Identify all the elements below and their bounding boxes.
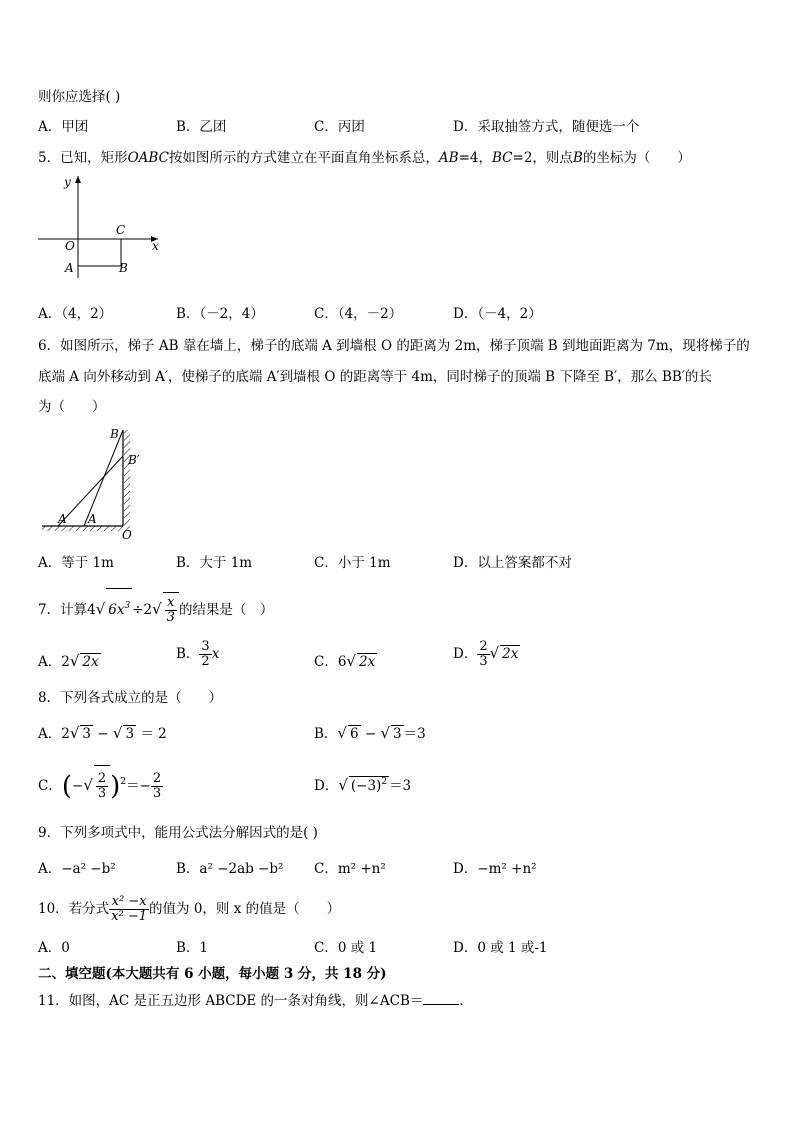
q10-stem: 10．若分式 $\frac{\text{x² −x}}{\text{x² −1}}$ 的值为 0，则 x 的值是（ ） xyxy=(38,894,341,924)
q8-option-a: A．2√ 3 − √ 3 ＝ 2 xyxy=(38,724,167,742)
q4-option-d: D．采取抽签方式，随便选一个 xyxy=(453,119,640,135)
q6-label-a-prime: A′ xyxy=(58,512,70,526)
q9-option-a: A．−a² −b² xyxy=(38,861,116,877)
q7-stem: 7．计算4√ $6x^3 \div 2√$ $\frac{x}{3}$ 的结果是（ ） xyxy=(38,588,273,627)
q5-option-a: A．（4，2） xyxy=(38,306,113,322)
q7-option-b: B． $\frac{3}{2}$ x xyxy=(176,639,220,669)
q9-option-c: C．m² +n² xyxy=(314,861,386,877)
q8-option-c: C．(−√ $\frac{2}{3}$ )$^2$＝− $\frac{2}{3}$ xyxy=(38,762,163,807)
q5-label-y: y xyxy=(64,175,71,189)
q6-ladder-figure xyxy=(36,422,156,544)
q5-option-d: D．（－4，2） xyxy=(453,306,542,322)
q6-option-d: D．以上答案都不对 xyxy=(453,555,572,571)
answer-blank[interactable] xyxy=(423,1004,459,1005)
q6-line3: 为（ ） xyxy=(38,399,106,415)
q8-option-d: D．√ $(-3)^2 =3$ xyxy=(314,776,412,794)
q8-option-b: B．√ 6 − √ 3 ＝3 xyxy=(314,724,426,742)
q5-option-b: B．（－2，4） xyxy=(176,306,264,322)
q5-coordinate-figure xyxy=(30,170,170,280)
q4-option-b: B．乙团 xyxy=(176,119,227,135)
q5-label-c: C xyxy=(116,223,126,237)
intro-line: 则你应选择( ) xyxy=(38,89,121,105)
q7-option-c: C．6√ 2x xyxy=(314,652,376,670)
q5-stem: 5．已知，矩形OABC按如图所示的方式建立在平面直角坐标系总，AB=4，BC=2，则点B的坐标为（ ） xyxy=(38,150,691,166)
q7-option-d: D． $\frac{2}{3}$ √ 2x xyxy=(453,639,519,669)
q6-label-b: B xyxy=(110,427,119,441)
q10-option-b: B．1 xyxy=(176,940,209,956)
q6-line1: 6．如图所示，梯子 AB 靠在墙上，梯子的底端 A 到墙根 O 的距离为 2m，梯子顶端 B 到地面距离为 7m，现将梯子的 xyxy=(38,338,750,354)
q10-option-d: D．0 或 1 或-1 xyxy=(453,940,548,956)
q10-option-a: A．0 xyxy=(38,940,70,956)
section-heading: 二、填空题(本大题共有 6 小题，每小题 3 分，共 18 分) xyxy=(38,966,387,982)
q6-label-o: O xyxy=(122,528,132,542)
q6-label-b-prime: B′ xyxy=(128,453,140,467)
q6-option-c: C．小于 1m xyxy=(314,555,391,571)
q11-stem: 11．如图，AC 是正五边形 ABCDE 的一条对角线，则∠ACB＝ ． xyxy=(38,993,473,1009)
q6-option-b: B．大于 1m xyxy=(176,555,253,571)
q4-option-c: C．丙团 xyxy=(314,119,365,135)
q6-line2: 底端 A 向外移动到 A′，使梯子的底端 A′到墙根 O 的距离等于 4m，同时梯子的顶端 B 下降至 B′，那么 BB′的长 xyxy=(38,369,712,385)
q4-option-a: A．甲团 xyxy=(38,119,89,135)
q9-stem: 9．下列多项式中，能用公式法分解因式的是( ) xyxy=(38,825,318,841)
q5-label-a: A xyxy=(65,261,74,275)
q6-label-a: A xyxy=(88,512,97,526)
q5-label-o: O xyxy=(65,239,75,253)
q5-option-c: C．（4，－2） xyxy=(314,306,403,322)
q5-label-x: x xyxy=(152,239,159,253)
q9-option-b: B．a² −2ab −b² xyxy=(176,861,284,877)
q9-option-d: D．−m² +n² xyxy=(453,861,537,877)
q5-label-b: B xyxy=(119,261,128,275)
q8-stem: 8．下列各式成立的是（ ） xyxy=(38,690,223,706)
q7-option-a: A．2√ 2x xyxy=(38,652,99,670)
q6-option-a: A．等于 1m xyxy=(38,555,114,571)
q10-option-c: C．0 或 1 xyxy=(314,940,378,956)
